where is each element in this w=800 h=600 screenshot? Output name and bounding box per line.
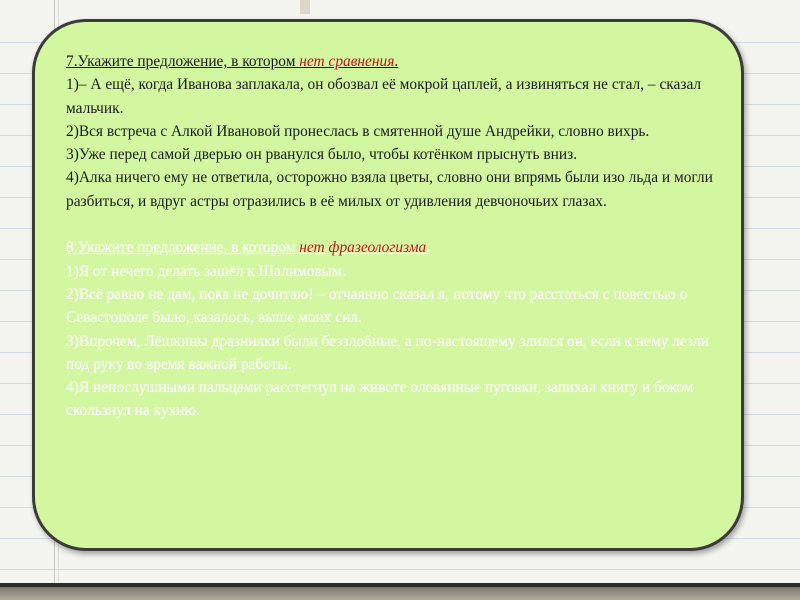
question-8-option-2[interactable]: 2)Всё равно не дам, пока не дочитаю! – отчаянно сказал я, потому что расстаться с повестью о Севастополе было, казалось, выше моих сил.: [66, 285, 688, 327]
question-7-heading: [66, 50, 716, 73]
question-8-option-3[interactable]: 3)Впрочем, Лёшкины дразнилки были беззлобные, а по-настоящему злился он, если к нему лезли под руку во время важной работы.: [66, 332, 709, 373]
question-7-option-4[interactable]: 4)Алка ничего ему не ответила, осторожно взяла цветы, словно они впрямь были изо льда и могли разбиться, и вдруг астры отразились в её милых от удивления девчоночьих глазах.: [66, 169, 713, 210]
question-8-heading-highlight: нет фразеологизма: [299, 239, 427, 257]
decorative-tab: [300, 0, 310, 14]
question-7-option-3[interactable]: 3)Уже перед самой дверью он рванулся было, чтобы котёнком прыснуть вниз.: [66, 146, 578, 164]
question-7-heading-text: 7.Укажите предложение, в котором: [66, 53, 300, 70]
question-7-heading-highlight: нет сравнения: [299, 53, 395, 70]
question-8-heading-text: 8.Укажите предложение, в котором: [66, 239, 300, 257]
question-8-option-1[interactable]: 1)Я от нечего делать зашёл к Шалимовым.: [66, 262, 346, 280]
question-7-heading-suffix: .: [394, 53, 399, 70]
question-8-block: [66, 236, 716, 422]
spacer: [66, 213, 716, 236]
panel-content: [66, 50, 716, 423]
question-8-option-4[interactable]: 4)Я непослушными пальцами расстегнул на животе оловянные пуговки, запихал книгу и боком скользнул на кухню.: [66, 379, 694, 420]
bottom-bar: [0, 583, 800, 600]
question-7-option-2[interactable]: 2)Вся встреча с Алкой Ивановой пронеслась в смятенной душе Андрейки, словно вихрь.: [66, 122, 650, 140]
question-8-heading-suffix: .: [426, 239, 431, 257]
question-7-option-1[interactable]: 1)– А ещё, когда Иванова заплакала, он обозвал её мокрой цаплей, а извиняться не стал, – сказал мальчик.: [66, 76, 702, 117]
question-8-heading: [66, 236, 716, 259]
question-panel: [32, 19, 744, 551]
